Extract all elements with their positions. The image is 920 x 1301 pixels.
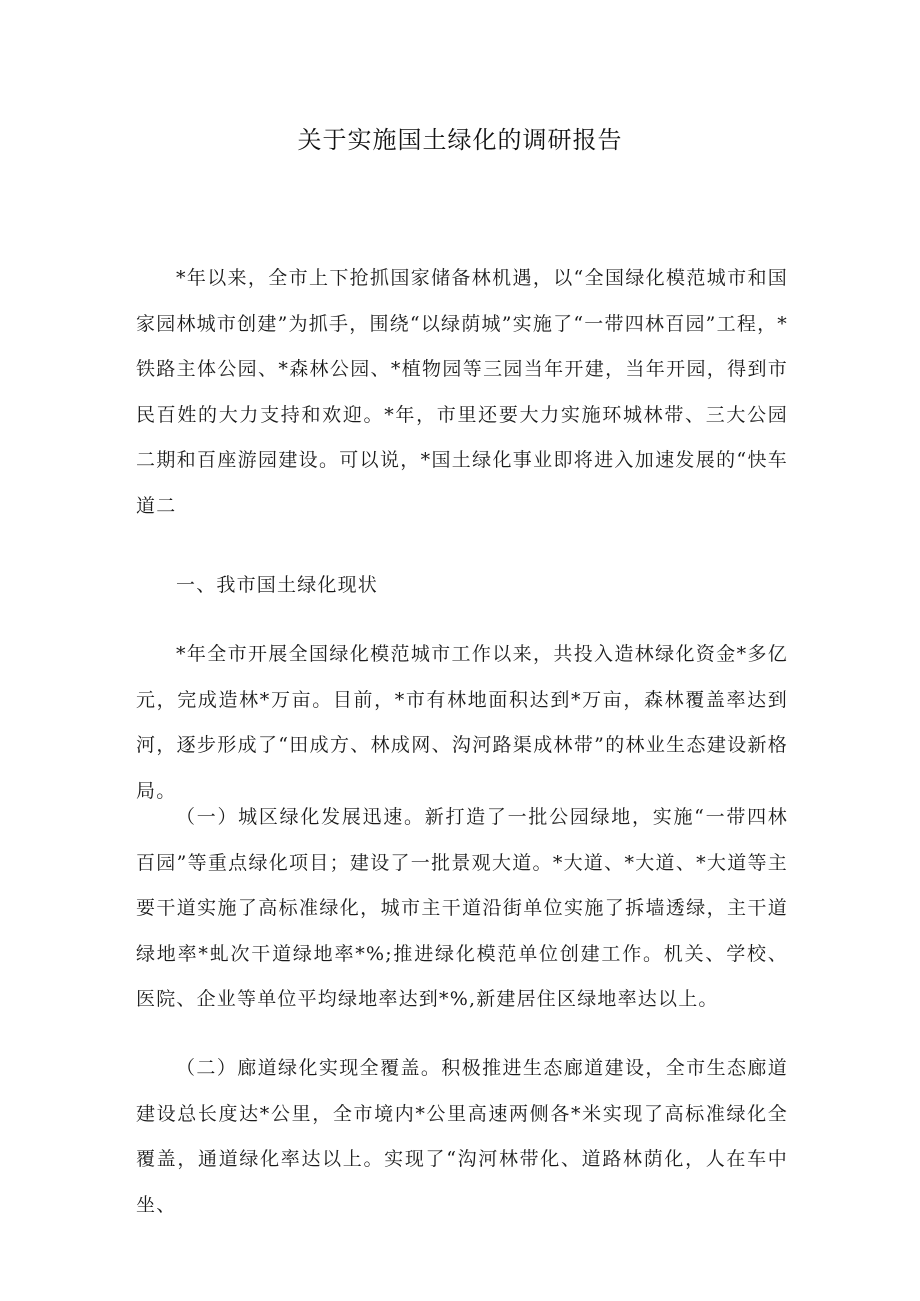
section-heading-status: 一、我市国土绿化现状 bbox=[176, 574, 379, 596]
paragraph-intro: *年以来，全市上下抢抓国家储备林机遇，以“全国绿化模范城市和国家园林城市创建”为抓手，围绕“以绿荫城”实施了“一带四林百园”工程，*铁路主体公园、*森林公园、*植物园等三园当年开建，当年开园，得到市民百姓的大力支持和欢迎。*年，市里还要大力实施环城林带、三大公园二期和百座游园建设。可以说，*国土绿化事业即将进入加速发展的“快车道二 bbox=[136, 267, 788, 517]
paragraph-corridor-greening: （二）廊道绿化实现全覆盖。积极推进生态廊道建设，全市生态廊道建设总长度达*公里，全市境内*公里高速两侧各*米实现了高标准绿化全覆盖，通道绿化率达以上。实现了“沟河林带化、道路林荫化，人在车中坐、 bbox=[136, 1057, 788, 1216]
document-title: 关于实施国土绿化的调研报告 bbox=[297, 126, 623, 154]
paragraph-urban-greening: （一）城区绿化发展迅速。新打造了一批公园绿地，实施“一带四林百园”等重点绿化项目；建设了一批景观大道。*大道、*大道、*大道等主要干道实施了高标准绿化，城市主干道沿街单位实施了拆墙透绿，主干道绿地率*虬次干道绿地率*%;推进绿化模范单位创建工作。机关、学校、医院、企业等单位平均绿地率达到*%,新建居住区绿地率达以上。 bbox=[136, 806, 788, 1010]
paragraph-overview: *年全市开展全国绿化模范城市工作以来，共投入造林绿化资金*多亿元，完成造林*万亩。目前，*市有林地面积达到*万亩，森林覆盖率达到河，逐步形成了“田成方、林成网、沟河路渠成林带”的林业生态建设新格局。 bbox=[136, 643, 788, 802]
